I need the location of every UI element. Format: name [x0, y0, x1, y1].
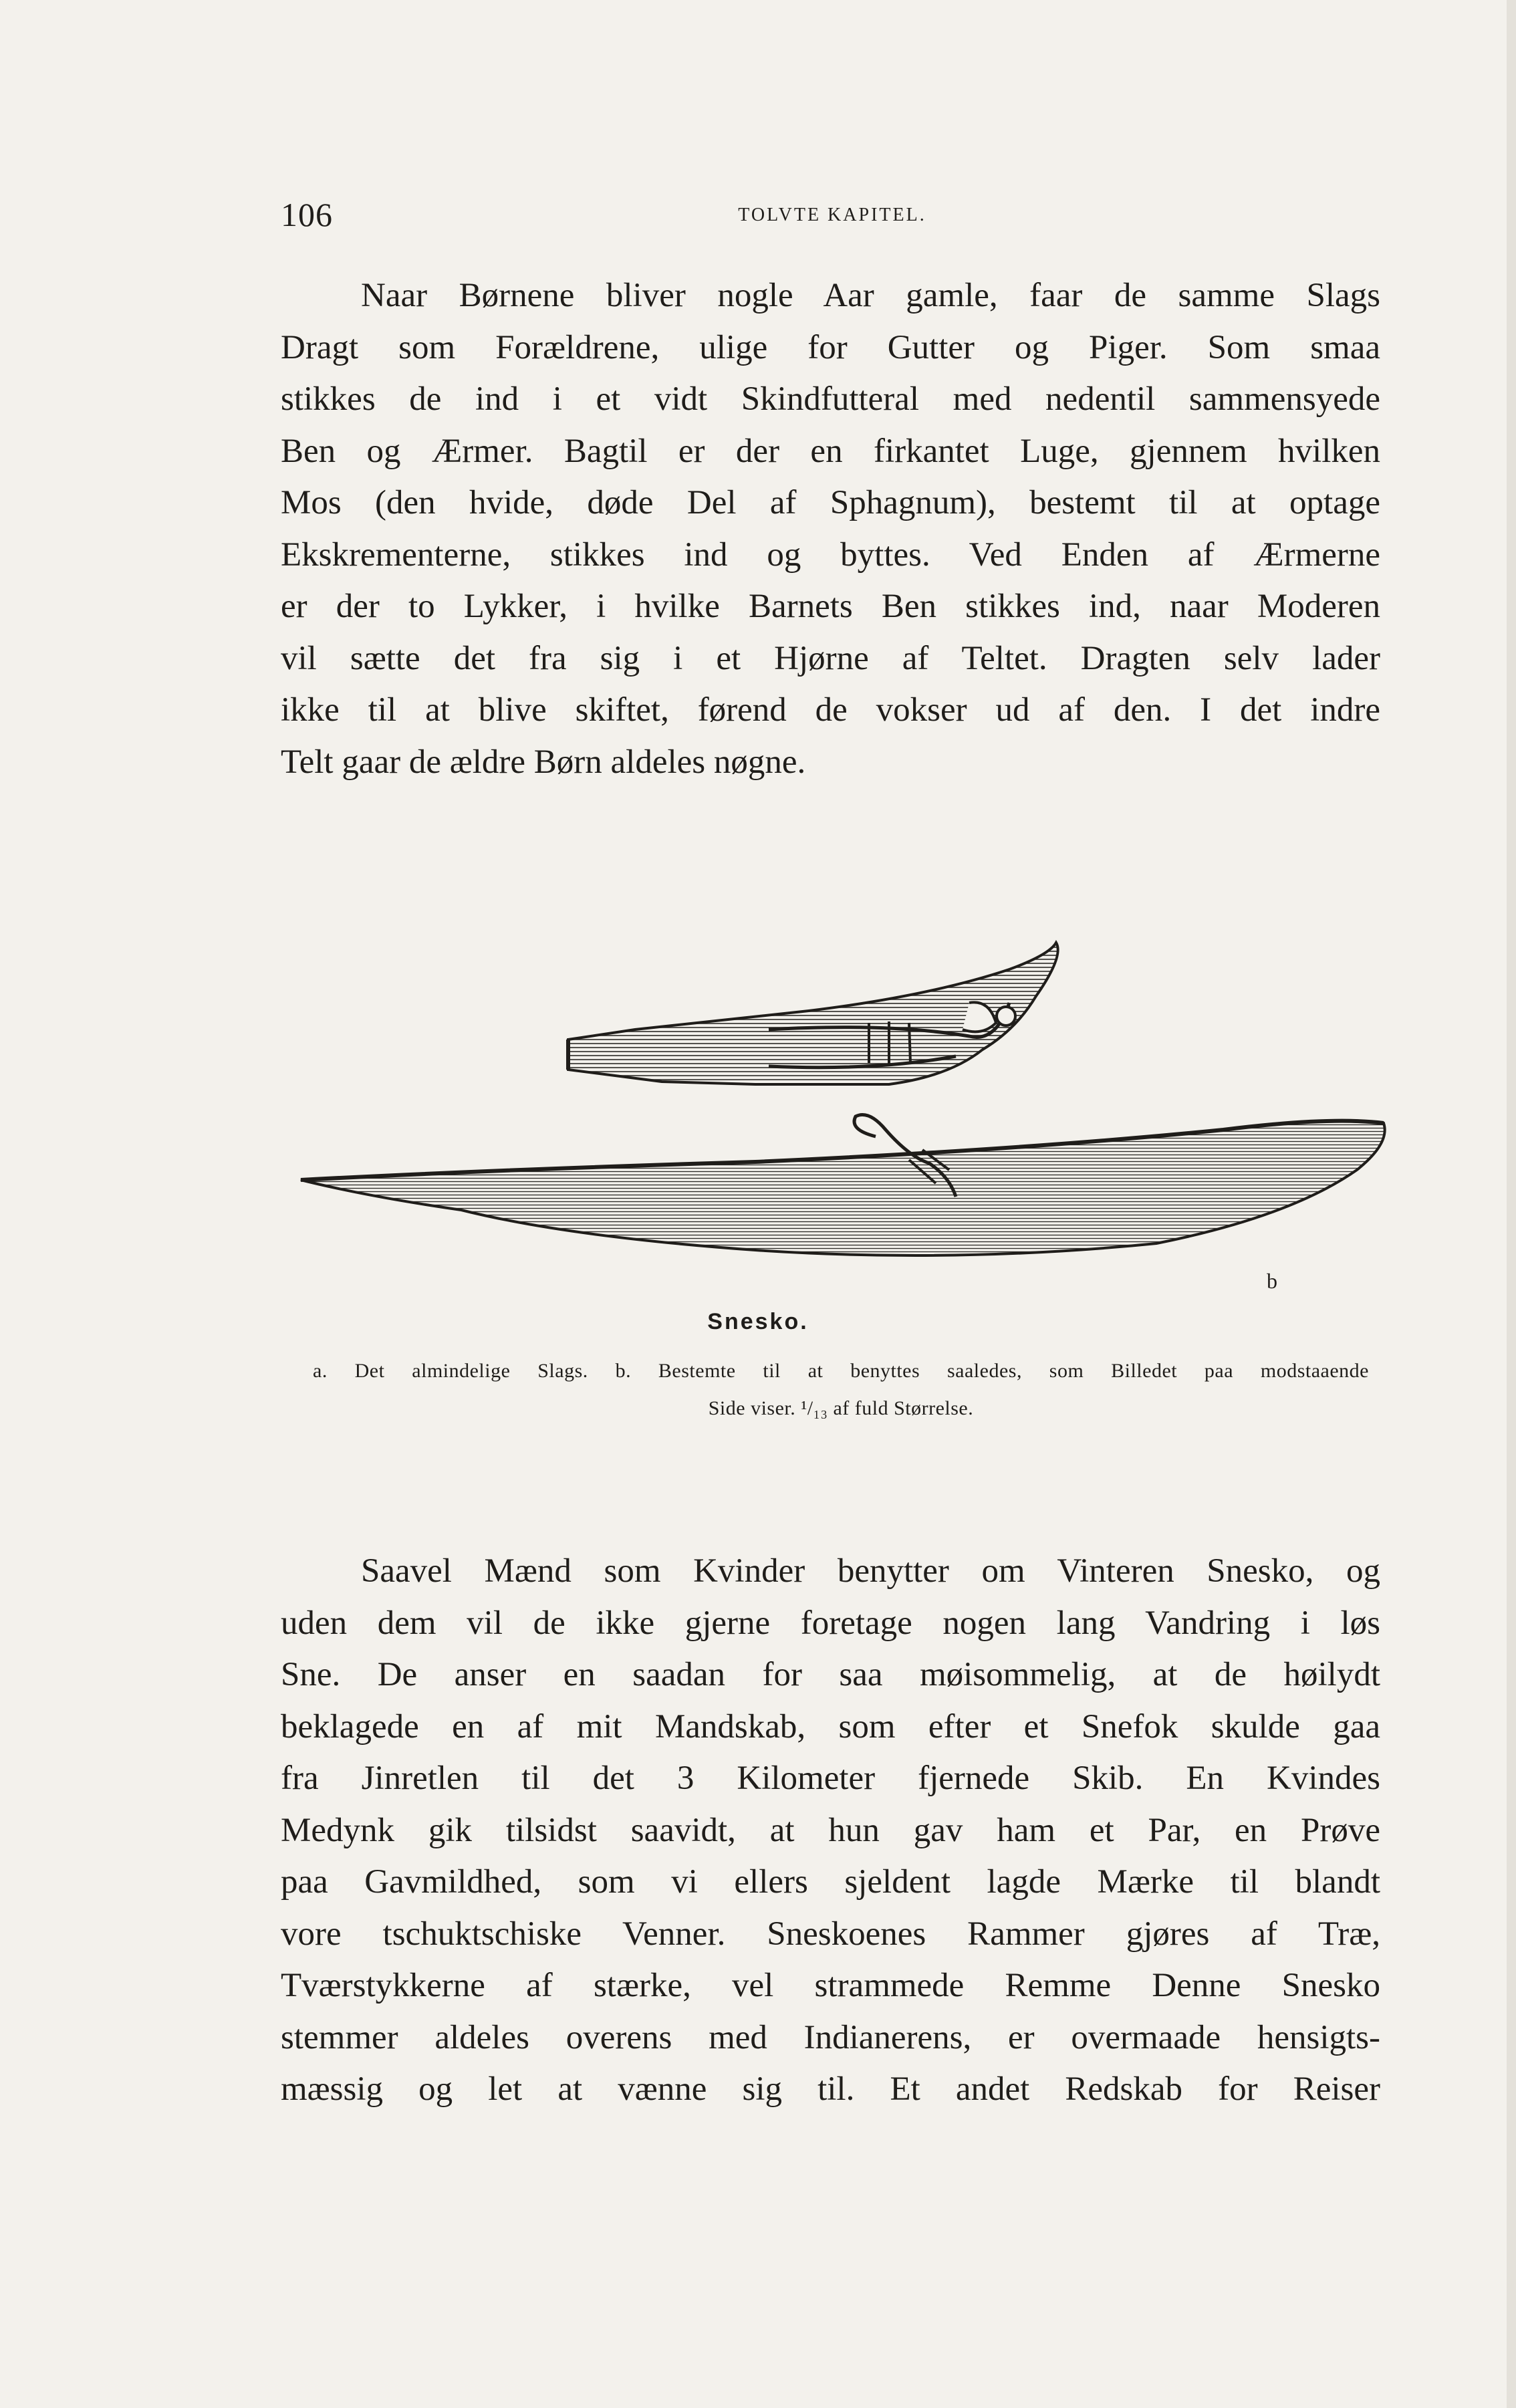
- text-line: Medynk gik tilsidst saavidt, at hun gav ham et Par, en Prøve: [281, 1811, 1380, 1849]
- text-line: ikke til at blive skiftet, førend de vokser ud af den. I det indre: [281, 691, 1380, 729]
- text-line: er der to Lykker, i hvilke Barnets Ben stikkes ind, naar Moderen: [281, 588, 1380, 625]
- text-line: stemmer aldeles overens med Indianerens, er overmaade hensigts-: [281, 2018, 1380, 2056]
- text-line: Saavel Mænd som Kvinder benytter om Vinteren Snesko, og: [361, 1552, 1380, 1590]
- paragraph-2: [281, 1546, 1380, 2116]
- page-edge: [1507, 0, 1516, 2408]
- paragraph-1: [281, 270, 1380, 788]
- text-line: mæssig og let at vænne sig til. Et andet Redskab for Reiser: [281, 2070, 1380, 2108]
- figure-caption: [313, 1352, 1369, 1427]
- text-line: vil sætte det fra sig i et Hjørne af Teltet. Dragten selv lader: [281, 639, 1380, 677]
- caption-line: a. Det almindelige Slags. b. Bestemte til at benyttes saaledes, som Billedet paa modstaaende: [313, 1360, 1369, 1382]
- figure-label-b: b: [1267, 1269, 1277, 1293]
- text-line: Ben og Ærmer. Bagtil er der en firkantet Luge, gjennem hvilken: [281, 432, 1380, 470]
- text-line: Mos (den hvide, døde Del af Sphagnum), bestemt til at optage: [281, 484, 1380, 521]
- snowshoe-illustration: [287, 929, 1397, 1304]
- figure-title: Snesko.: [707, 1309, 809, 1334]
- text-line: stikkes de ind i et vidt Skindfutteral med nedentil sammensyede: [281, 380, 1380, 418]
- text-line: Dragt som Forældrene, ulige for Gutter og Piger. Som smaa: [281, 328, 1380, 366]
- text-line: uden dem vil de ikke gjerne foretage nogen lang Vandring i løs: [281, 1604, 1380, 1642]
- snowshoe-figure: [287, 929, 1397, 1304]
- page-number: 106: [281, 196, 333, 233]
- text-line: Ekskrementerne, stikkes ind og byttes. Ved Enden af Ærmerne: [281, 535, 1380, 574]
- text-line: Tværstykkerne af stærke, vel strammede Remme Denne Snesko: [281, 1967, 1380, 2004]
- text-line: Naar Børnene bliver nogle Aar gamle, faar de samme Slags: [361, 277, 1380, 314]
- text-line: vore tschuktschiske Venner. Sneskoenes Rammer gjøres af Træ,: [281, 1915, 1380, 1953]
- caption-line: Side viser. ¹/₁₃ af fuld Størrelse.: [708, 1397, 974, 1419]
- text-line: beklagede en af mit Mandskab, som efter et Snefok skulde gaa: [281, 1707, 1380, 1745]
- page-header: [281, 195, 1384, 235]
- text-line: paa Gavmildhed, som vi ellers sjeldent lagde Mærke til blandt: [281, 1863, 1380, 1901]
- text-line: Sne. De anser en saadan for saa møisommelig, at de høilydt: [281, 1656, 1380, 1693]
- text-line: fra Jinretlen til det 3 Kilometer fjernede Skib. En Kvindes: [281, 1760, 1380, 1797]
- text-line: Telt gaar de ældre Børn aldeles nøgne.: [281, 743, 806, 781]
- snowshoe-b: [301, 1115, 1385, 1256]
- snowshoe-a: [568, 943, 1058, 1084]
- running-head: TOLVTE KAPITEL.: [738, 205, 926, 225]
